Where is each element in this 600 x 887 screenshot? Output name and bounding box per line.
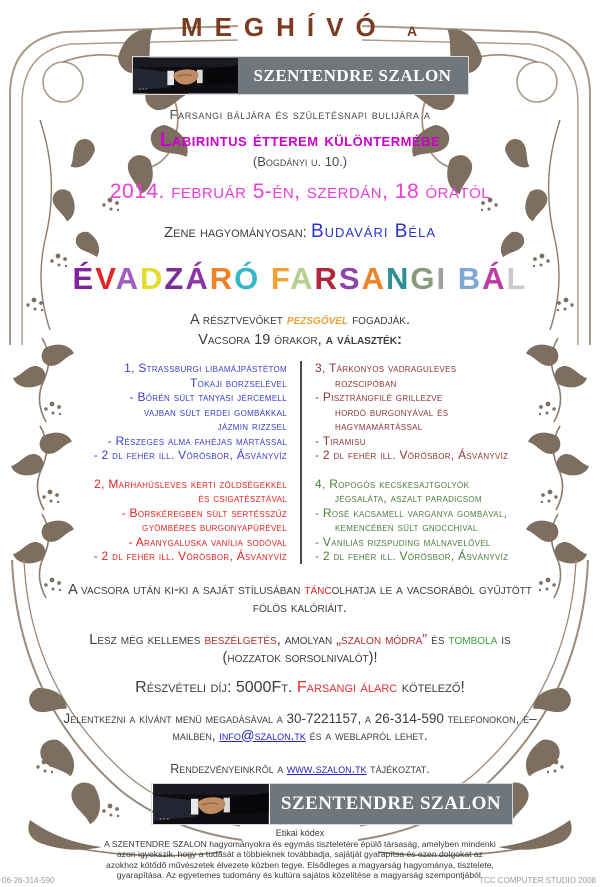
title-suffix: A <box>406 23 420 39</box>
brand-banner-top <box>133 57 468 94</box>
web-note: Rendezvényeinkről a www.szalon.tk tájékoztat. <box>170 761 430 776</box>
menu-line: hordó burgonyával és <box>335 404 449 419</box>
menu-line: - Részeges alma fahéjas mártással <box>107 433 287 448</box>
menu-item-3 <box>315 361 537 463</box>
headline-letter: I <box>436 261 448 296</box>
menu-column-left <box>63 361 300 564</box>
headline-letter <box>447 261 458 296</box>
dance-note: A vacsora után ki-ki a saját stílusában táncolhatja le a vacsorából gyűjtött fölös kalóriáit. <box>68 581 532 616</box>
menu-line: jázmin rizzsel <box>217 419 287 433</box>
headline-letter: D <box>140 261 165 296</box>
headline-letter: B <box>457 261 483 296</box>
fee-note: Részvételi díj: 5000Ft. Farsangi álarc kötelező! <box>135 678 465 696</box>
menu-line: Tokaji borzselével <box>190 375 287 390</box>
link[interactable]: www.szalon.tk <box>286 761 367 776</box>
occasion-line: Farsangi báljára és születésnapi bulijára a <box>169 107 431 122</box>
headline-letter: R <box>314 261 339 296</box>
menu-item-4 <box>315 477 537 564</box>
footer-studio: TCC COMPUTER STUDIO 2008 <box>479 876 596 885</box>
headline-letter: L <box>506 261 528 296</box>
headline-letter: R <box>209 261 235 296</box>
headline-letter: Á <box>482 261 507 296</box>
page-title <box>0 12 600 43</box>
menu-line: - Pisztrángfilé grillezve <box>315 390 443 404</box>
dinner-note: Vacsora 19 órakor, a választék: <box>198 332 402 348</box>
datetime-line: 2014. február 5-én, szerdán, 18 órától <box>109 180 491 203</box>
headline-letter: A <box>361 261 386 296</box>
headline-letter: Ó <box>234 261 261 296</box>
headline-letter: Á <box>185 261 210 296</box>
menu-line: - 2 dl fehér ill. Vörösbor, Ásványvíz <box>315 448 509 462</box>
handshake-image <box>152 784 270 824</box>
ethics-text: A SZENTENDRE SZALON hagyományokra és egymás tiszteletére épülő társaság, amelyben mindenki azon igyekszik, hogy a tudását a többieknek továbbadja, sajátját gyarapítsa és ezen dolgokat az azokhoz kötődő művészetek élvezete közben tegye. Elsődleges a magyarság hagyománya, tisztelete, gyarapítása. Az egyetemes tudomány és kultúra sajátos közelítése a magyarság szempontjából. <box>104 838 496 881</box>
headline-letter: S <box>338 261 362 296</box>
fun-note: Lesz még kellemes beszélgetés, amolyan „szalon módra” és tombola is (hozzatok sorsolnivalót)! <box>89 631 511 666</box>
brand-name: SZENTENDRE SZALON <box>238 57 468 94</box>
menu-line: és csigatésztával <box>198 491 287 505</box>
brand-banner-bottom <box>152 784 512 824</box>
menu-item-2 <box>63 477 287 564</box>
menu-line: jégsaláta, aszalt paradicsom <box>335 491 482 505</box>
link[interactable]: info@szalon.tk <box>219 727 306 743</box>
music-artist: Budavári Béla <box>310 221 436 242</box>
music-line <box>0 221 600 243</box>
venue-line: Labirintus étterem különtermébe <box>159 130 441 151</box>
menu-line: 2, Marhahúsleves kerti zöldségekkel <box>94 476 287 491</box>
reception-note: A résztvevőket pezsgővel fogadják. <box>189 312 411 328</box>
menu-line: 1, Strassburgi libamájpástétom <box>124 361 287 375</box>
menu-line: - 2 dl fehér ill. Vörösbor, Ásványvíz <box>93 549 287 563</box>
event-headline <box>0 261 600 297</box>
title-main: MEGHÍVÓ <box>180 12 388 42</box>
menu-column-right <box>300 361 537 564</box>
headline-letter: A <box>115 261 141 296</box>
headline-letter: É <box>72 261 96 296</box>
ethics-title: Etikai kódex <box>275 827 325 838</box>
footer-phone: 06-26-314-590 <box>2 876 55 885</box>
menu-line: gyömbéres burgonyapürével <box>142 520 287 534</box>
headline-letter: V <box>95 261 116 296</box>
menu-line: - Rosé kacsamell vargánya gombával, <box>315 505 508 520</box>
headline-letter <box>260 261 271 296</box>
headline-letter: A <box>290 261 315 296</box>
brand-name: SZENTENDRE SZALON <box>270 784 512 824</box>
menu-line: - Bőrén sült tanyasi jércemell <box>129 390 287 404</box>
headline-letter: Z <box>164 261 186 296</box>
address-line: (Bogdányi u. 10.) <box>252 154 348 169</box>
menu <box>63 361 537 564</box>
headline-letter: F <box>270 261 291 296</box>
menu-line: 4, Ropogós kecskesajtgolyók <box>315 476 470 491</box>
music-label: Zene hagyományosan: <box>164 224 311 241</box>
menu-line: 3, Tárkonyos vadraguleves <box>315 361 457 375</box>
headline-letter: G <box>410 261 437 296</box>
contact-note: Jelentkezni a kívánt menü megadásával a 30-7221157, a 26-314-590 telefonokon, e–mailben, info@szalon.tk és a weblapról lehet. <box>63 710 537 743</box>
menu-line: - Tiramisu <box>315 433 366 448</box>
menu-line: - Borskéregben sült sertésszűz <box>121 505 287 520</box>
handshake-image <box>133 57 238 94</box>
menu-line: vajban sült erdei gombákkal <box>143 404 287 419</box>
headline-letter: N <box>385 261 411 296</box>
menu-line: - 2 dl fehér ill. Vörösbor, Ásványvíz <box>315 549 509 563</box>
menu-line: - 2 dl fehér ill. Vörösbor, Ásványvíz <box>93 448 287 462</box>
menu-item-1 <box>63 361 287 463</box>
menu-line: - Vaníliás rizspuding málnavelővel <box>315 534 491 549</box>
menu-line: hagymamártással <box>335 419 423 433</box>
menu-line: - Aranygaluska vanília sodóval <box>128 534 287 549</box>
menu-line: rozscipóban <box>335 375 397 390</box>
menu-line: kemencében sült gnocchival <box>335 520 478 534</box>
